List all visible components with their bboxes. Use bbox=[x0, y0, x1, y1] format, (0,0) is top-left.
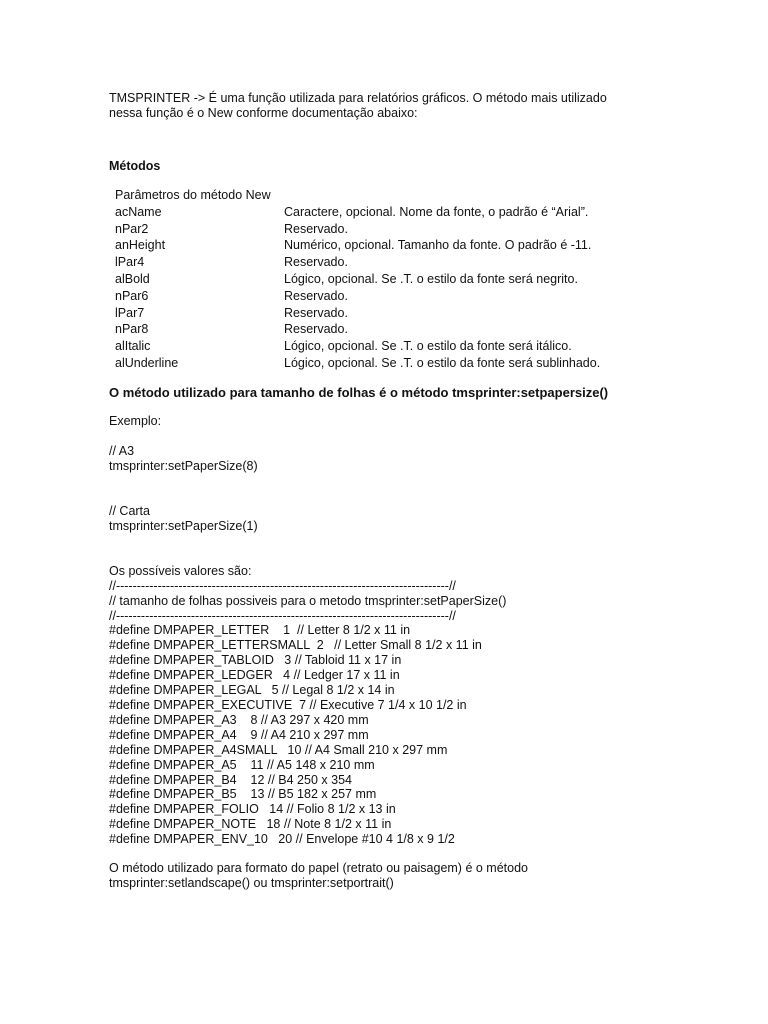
paper-size-heading: O método utilizado para tamanho de folhas é o método tmsprinter:setpapersize() bbox=[109, 384, 609, 400]
code-line: #define DMPAPER_B5 13 // B5 182 x 257 mm bbox=[109, 787, 377, 802]
paper-size-code-block bbox=[109, 579, 729, 847]
orientation-paragraph bbox=[109, 861, 729, 891]
code-line: //--------------------------------------------------------------------------------// bbox=[109, 578, 456, 593]
intro-line: TMSPRINTER -> É uma função utilizada para relatórios gráficos. O método mais utilizado bbox=[109, 91, 607, 105]
code-line: #define DMPAPER_A3 8 // A3 297 x 420 mm bbox=[109, 712, 369, 727]
parameter-row bbox=[115, 288, 729, 305]
parameter-description: Lógico, opcional. Se .T. o estilo da fonte será sublinhado. bbox=[284, 355, 601, 370]
code-line: // tamanho de folhas possiveis para o metodo tmsprinter:setPaperSize() bbox=[109, 593, 507, 608]
parameter-name: anHeight bbox=[115, 238, 166, 253]
parameter-row bbox=[115, 254, 729, 271]
code-line: #define DMPAPER_B4 12 // B4 250 x 354 bbox=[109, 772, 352, 787]
code-line: #define DMPAPER_A4 9 // A4 210 x 297 mm bbox=[109, 727, 369, 742]
code-line: #define DMPAPER_LETTER 1 // Letter 8 1/2 x 11 in bbox=[109, 623, 411, 638]
parameter-name: nPar6 bbox=[115, 288, 149, 303]
parameter-row bbox=[115, 338, 729, 355]
parameter-row bbox=[115, 355, 729, 372]
parameter-description: Reservado. bbox=[284, 221, 348, 236]
parameter-name: acName bbox=[115, 204, 162, 219]
parameter-row bbox=[115, 305, 729, 322]
code-line: #define DMPAPER_LEGAL 5 // Legal 8 1/2 x 14 in bbox=[109, 683, 395, 698]
parameter-description: Reservado. bbox=[284, 305, 348, 320]
parameter-description: Caractere, opcional. Nome da fonte, o padrão é “Arial”. bbox=[284, 204, 589, 219]
code-comment: // A3 bbox=[109, 443, 135, 458]
parameter-name: alUnderline bbox=[115, 355, 179, 370]
parameter-name: alItalic bbox=[115, 339, 151, 354]
parameter-name: lPar4 bbox=[115, 255, 145, 270]
orientation-line: O método utilizado para formato do papel (retrato ou paisagem) é o método bbox=[109, 861, 528, 876]
code-line: //--------------------------------------------------------------------------------// bbox=[109, 608, 456, 623]
parameter-description: Lógico, opcional. Se .T. o estilo da fonte será itálico. bbox=[284, 339, 572, 354]
parameter-row bbox=[115, 321, 729, 338]
parameters-title-row bbox=[115, 187, 729, 204]
code-statement: tmsprinter:setPaperSize(1) bbox=[109, 518, 258, 533]
parameter-row bbox=[115, 204, 729, 221]
parameters-title: Parâmetros do método New bbox=[115, 188, 271, 202]
code-line: #define DMPAPER_TABLOID 3 // Tabloid 11 x 17 in bbox=[109, 653, 402, 668]
code-line: #define DMPAPER_LETTERSMALL 2 // Letter Small 8 1/2 x 11 in bbox=[109, 638, 482, 653]
example-carta bbox=[109, 504, 729, 534]
code-comment: // Carta bbox=[109, 503, 150, 518]
code-statement: tmsprinter:setPaperSize(8) bbox=[109, 458, 258, 473]
parameters-table bbox=[115, 187, 729, 372]
example-a3 bbox=[109, 444, 729, 474]
parameter-name: alBold bbox=[115, 271, 150, 286]
intro-line: nessa função é o New conforme documentação abaixo: bbox=[109, 106, 418, 120]
parameter-row bbox=[115, 237, 729, 254]
example-label: Exemplo: bbox=[109, 413, 162, 428]
parameter-description: Reservado. bbox=[284, 288, 348, 303]
parameter-name: nPar2 bbox=[115, 221, 149, 236]
parameter-name: lPar7 bbox=[115, 305, 145, 320]
parameter-row bbox=[115, 221, 729, 238]
parameter-description: Reservado. bbox=[284, 322, 348, 337]
code-line: #define DMPAPER_A4SMALL 10 // A4 Small 210 x 297 mm bbox=[109, 742, 448, 757]
code-line: #define DMPAPER_FOLIO 14 // Folio 8 1/2 x 13 in bbox=[109, 802, 396, 817]
orientation-line: tmsprinter:setlandscape() ou tmsprinter:setportrait() bbox=[109, 876, 394, 891]
code-line: #define DMPAPER_NOTE 18 // Note 8 1/2 x 11 in bbox=[109, 817, 392, 832]
parameter-description: Reservado. bbox=[284, 255, 348, 270]
intro-paragraph bbox=[109, 91, 729, 121]
code-line: #define DMPAPER_LEDGER 4 // Ledger 17 x 11 in bbox=[109, 668, 400, 683]
methods-heading: Métodos bbox=[109, 159, 161, 173]
code-line: #define DMPAPER_EXECUTIVE 7 // Executive 7 1/4 x 10 1/2 in bbox=[109, 698, 467, 713]
code-line: #define DMPAPER_A5 11 // A5 148 x 210 mm bbox=[109, 757, 375, 772]
document-page bbox=[109, 91, 729, 891]
parameter-description: Lógico, opcional. Se .T. o estilo da fonte será negrito. bbox=[284, 271, 578, 286]
parameter-row bbox=[115, 271, 729, 288]
parameter-name: nPar8 bbox=[115, 322, 149, 337]
parameter-description: Numérico, opcional. Tamanho da fonte. O padrão é -11. bbox=[284, 238, 592, 253]
code-line: #define DMPAPER_ENV_10 20 // Envelope #10 4 1/8 x 9 1/2 bbox=[109, 832, 455, 847]
values-label: Os possíveis valores são: bbox=[109, 563, 252, 578]
